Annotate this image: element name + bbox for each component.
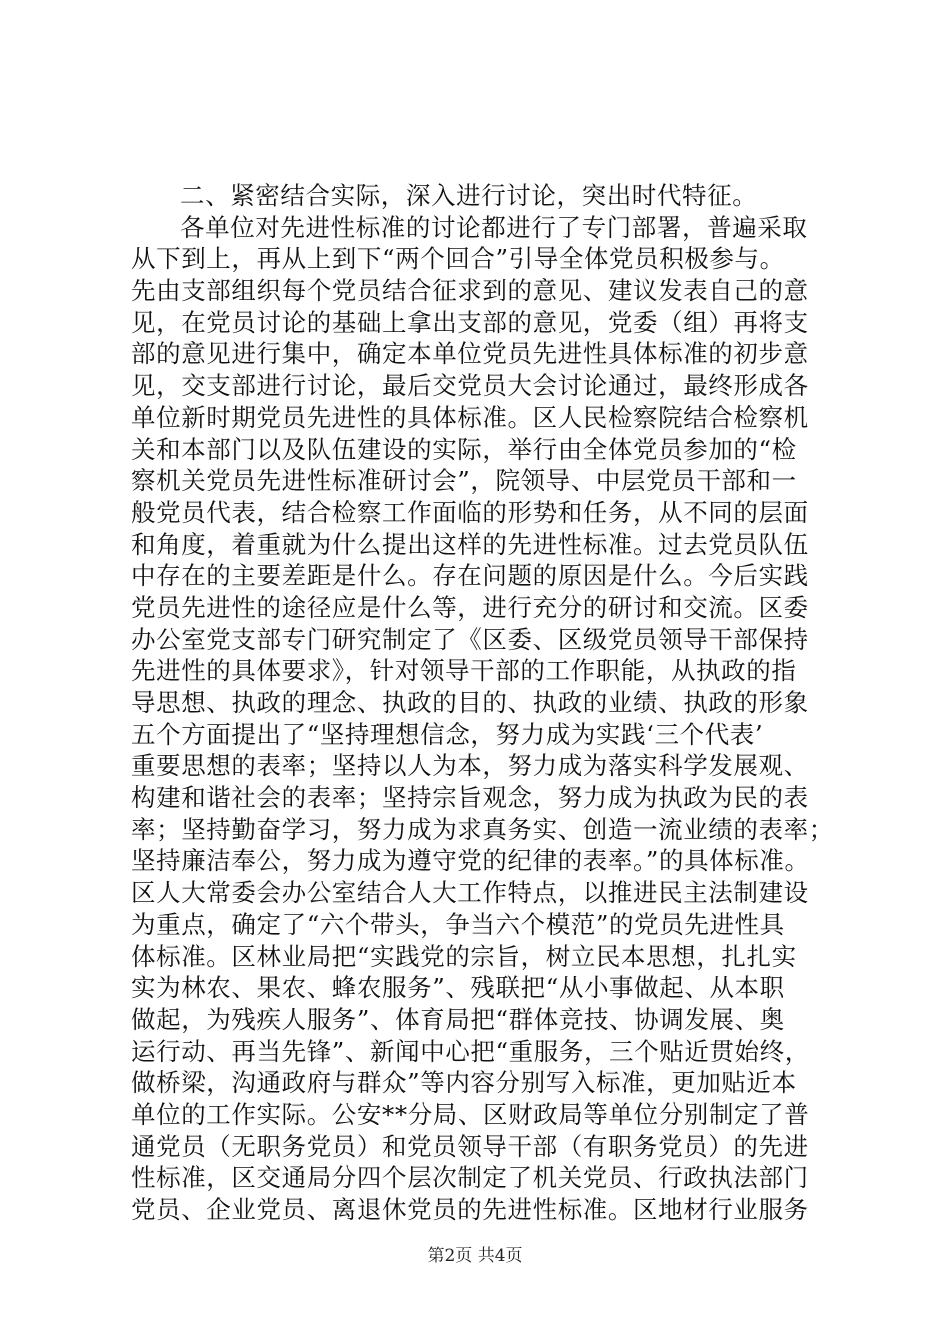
page-number-footer: 第2页 共4页 (427, 1246, 523, 1266)
paragraph-line: 重要思想的表率；坚持以人为本，努力成为落实科学发展观、 (131, 751, 809, 781)
paragraph-line: 先进性的具体要求》，针对领导干部的工作职能，从执政的指 (131, 656, 797, 686)
paragraph-line: 构建和谐社会的表率；坚持宗旨观念，努力成为执政为民的表 (131, 783, 809, 813)
paragraph-line: 部的意见进行集中，确定本单位党员先进性具体标准的初步意 (131, 339, 809, 369)
paragraph-line: 为重点，确定了“六个带头，争当六个模范”的党员先进性具 (131, 909, 785, 939)
paragraph-line: 体标准。区林业局把“实践党的宗旨，树立民本思想，扎扎实 (131, 941, 797, 971)
paragraph-line: 五个方面提出了“坚持理想信念，努力成为实践‘三个代表’ (131, 719, 764, 749)
paragraph-line: 通党员（无职务党员）和党员领导干部（有职务党员）的先进 (131, 1131, 809, 1161)
paragraph-line: 见，在党员讨论的基础上拿出支部的意见，党委（组）再将支 (131, 307, 809, 337)
paragraph-line: 性标准，区交通局分四个层次制定了机关党员、行政执法部门 (131, 1163, 809, 1193)
paragraph-line: 从下到上，再从上到下“两个回合”引导全体党员积极参与。 (131, 244, 785, 274)
paragraph-line: 关和本部门以及队伍建设的实际，举行由全体党员参加的“检 (131, 434, 797, 464)
section-heading: 二、紧密结合实际，深入进行讨论，突出时代特征。 (180, 181, 758, 210)
paragraph-line: 般党员代表，结合检察工作面临的形势和任务，从不同的层面 (131, 497, 809, 527)
paragraph-line: 做桥梁，沟通政府与群众”等内容分别写入标准，更加贴近本 (131, 1068, 797, 1098)
paragraph-line: 区人大常委会办公室结合人大工作特点，以推进民主法制建设 (131, 878, 809, 908)
document-body (131, 180, 834, 1226)
paragraph-line: 单位新时期党员先进性的具体标准。区人民检察院结合检察机 (131, 402, 809, 432)
paragraph-line: 实为林农、果农、蜂农服务”、残联把“从小事做起、从本职 (131, 973, 785, 1003)
paragraph-line: 坚持廉洁奉公，努力成为遵守党的纪律的表率。”的具体标准。 (131, 846, 810, 876)
paragraph-line: 做起，为残疾人服务”、体育局把“群体竞技、协调发展、奥 (131, 1004, 785, 1034)
paragraph-line: 办公室党支部专门研究制定了《区委、区级党员领导干部保持 (131, 624, 809, 654)
paragraph-line: 和角度，着重就为什么提出这样的先进性标准。过去党员队伍 (131, 529, 809, 559)
paragraph-line: 察机关党员先进性标准研讨会”，院领导、中层党员干部和一 (131, 466, 797, 496)
paragraph-line: 运行动、再当先锋”、新闻中心把“重服务，三个贴近贯始终， (131, 1036, 810, 1066)
paragraph-line: 党员、企业党员、离退休党员的先进性标准。区地材行业服务 (131, 1195, 809, 1224)
paragraph-line: 先由支部组织每个党员结合征求到的意见、建议发表自己的意 (131, 276, 809, 306)
paragraph-line: 率；坚持勤奋学习，努力成为求真务实、创造一流业绩的表率； (131, 814, 834, 844)
paragraph-line: 见，交支部进行讨论，最后交党员大会讨论通过，最终形成各 (131, 371, 809, 401)
paragraph-line: 各单位对先进性标准的讨论都进行了专门部署，普遍采取 (180, 212, 808, 242)
paragraph-line: 导思想、执政的理念、执政的目的、执政的业绩、执政的形象 (131, 688, 809, 717)
paragraph-line: 单位的工作实际。公安**分局、区财政局等单位分别制定了普 (131, 1099, 810, 1129)
paragraph-line: 党员先进性的途径应是什么等，进行充分的研讨和交流。区委 (131, 592, 809, 622)
paragraph-line: 中存在的主要差距是什么。存在问题的原因是什么。今后实践 (131, 561, 809, 591)
